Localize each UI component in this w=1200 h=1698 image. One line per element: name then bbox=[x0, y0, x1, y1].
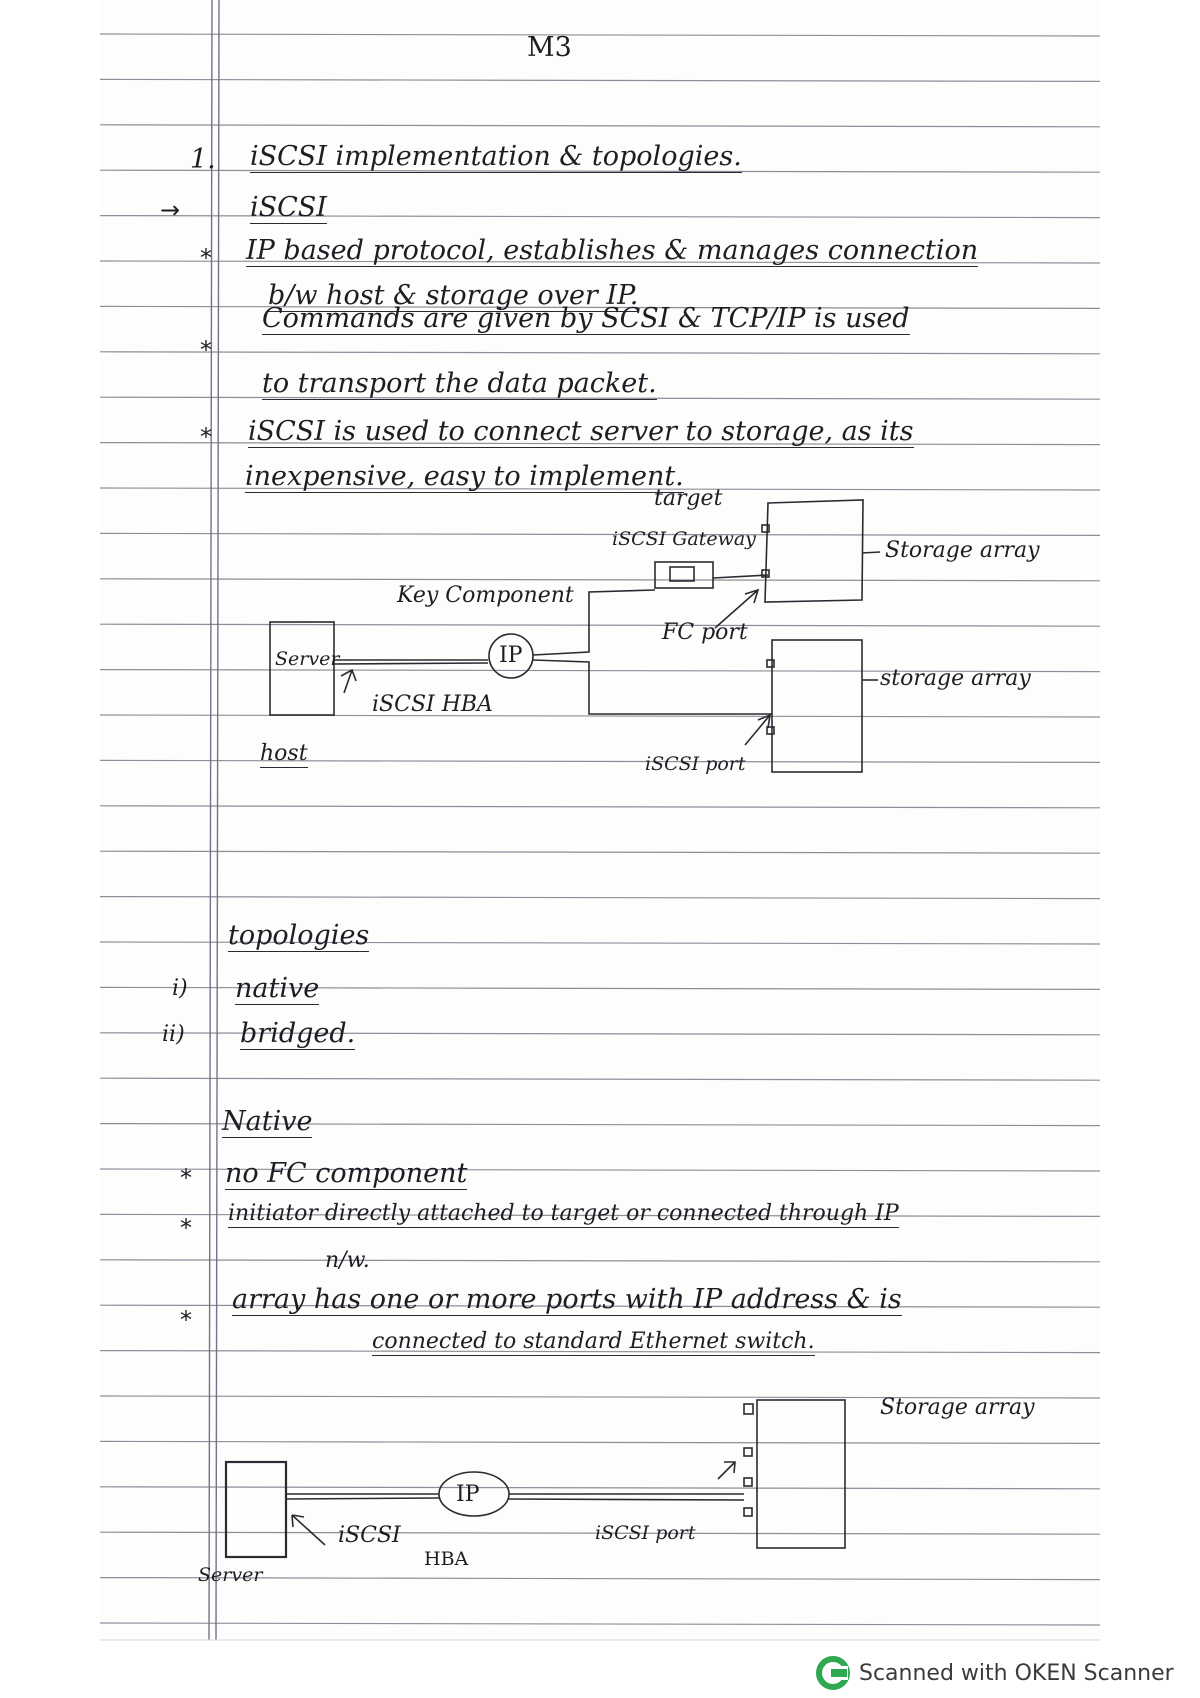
label-ip-2: IP bbox=[456, 1482, 480, 1507]
native-note-3-line-1: array has one or more ports with IP address & is bbox=[232, 1284, 902, 1315]
label-server-2: Server bbox=[198, 1564, 263, 1586]
note-2-line-1: Commands are given by SCSI & TCP/IP is used bbox=[262, 303, 910, 334]
label-storage-array-3: Storage array bbox=[880, 1395, 1035, 1420]
native-note-2-line-1: initiator directly attached to target or connected through IP bbox=[228, 1201, 899, 1226]
native-note-2-line-2: n/w. bbox=[325, 1248, 370, 1273]
note-1-line-1: IP based protocol, establishes & manages connection bbox=[246, 235, 979, 266]
label-host: host bbox=[260, 741, 308, 766]
label-key-component: Key Component bbox=[397, 583, 574, 608]
label-iscsi-gateway: iSCSI Gateway bbox=[612, 528, 756, 550]
bullet-1: * bbox=[200, 244, 212, 272]
bullet-3: * bbox=[200, 423, 212, 451]
label-storage-array-1: Storage array bbox=[885, 538, 1040, 563]
topology-number-2: ii) bbox=[162, 1022, 185, 1047]
note-2-line-2: to transport the data packet. bbox=[262, 368, 657, 399]
native-bullet-3: * bbox=[180, 1306, 192, 1334]
arrow-marker: → bbox=[160, 196, 181, 224]
native-note-1: no FC component bbox=[225, 1158, 468, 1189]
page-code: M3 bbox=[527, 32, 572, 63]
label-server-1: Server bbox=[275, 648, 340, 670]
native-bullet-1: * bbox=[180, 1164, 192, 1192]
native-note-3-line-2: connected to standard Ethernet switch. bbox=[372, 1329, 815, 1354]
note-3-line-1: iSCSI is used to connect server to storage, as its bbox=[248, 416, 914, 447]
heading-number: 1. bbox=[190, 144, 216, 175]
note-3-line-2: inexpensive, easy to implement. bbox=[245, 461, 684, 492]
note-1-line-2: b/w host & storage over IP. bbox=[268, 280, 639, 311]
topology-bridged: bridged. bbox=[240, 1018, 356, 1049]
label-iscsi-port: iSCSI port bbox=[645, 753, 746, 775]
label-ip-1: IP bbox=[499, 643, 523, 668]
native-title: Native bbox=[222, 1106, 313, 1137]
native-bullet-2: * bbox=[180, 1214, 192, 1242]
scanner-logo-icon bbox=[815, 1655, 851, 1691]
label-iscsi-port-2: iSCSI port bbox=[595, 1522, 696, 1544]
topology-number-1: i) bbox=[172, 976, 188, 1001]
label-iscsi-2: iSCSI bbox=[338, 1523, 401, 1548]
subhead-iscsi: iSCSI bbox=[250, 192, 327, 223]
scanner-text: Scanned with OKEN Scanner bbox=[859, 1660, 1174, 1686]
scanner-watermark bbox=[815, 1655, 1174, 1691]
label-target: target bbox=[654, 486, 723, 511]
bullet-2: * bbox=[200, 336, 212, 364]
topology-native: native bbox=[235, 973, 320, 1004]
label-hba-2: HBA bbox=[424, 1548, 469, 1570]
label-fc-port: FC port bbox=[662, 620, 748, 645]
topologies-title: topologies bbox=[228, 920, 370, 951]
page-heading: iSCSI implementation & topologies. bbox=[250, 141, 742, 172]
label-iscsi-hba: iSCSI HBA bbox=[372, 692, 493, 717]
label-storage-array-2: storage array bbox=[880, 666, 1031, 691]
